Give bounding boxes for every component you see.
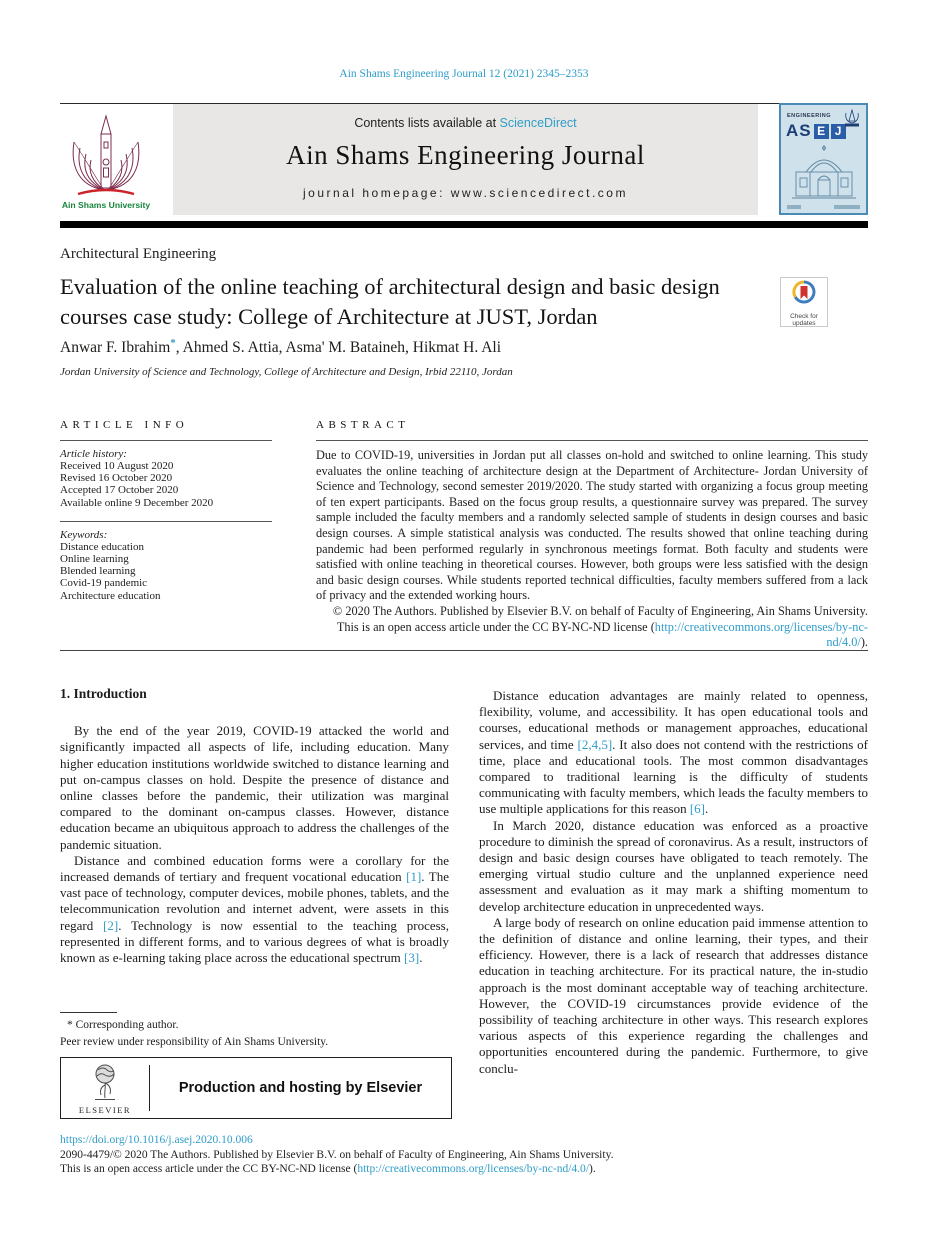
history-available: Available online 9 December 2020 bbox=[60, 496, 214, 509]
header-divider-bar bbox=[60, 221, 868, 228]
cover-barcode-mark bbox=[787, 205, 801, 209]
production-hosting-label: Production and hosting by Elsevier bbox=[178, 1080, 423, 1096]
doi-link[interactable]: https://doi.org/10.1016/j.asej.2020.10.006 bbox=[60, 1134, 253, 1146]
keyword-item: Architecture education bbox=[60, 589, 161, 602]
keyword-item: Online learning bbox=[60, 553, 129, 566]
section-heading-introduction: 1. Introduction bbox=[60, 686, 147, 701]
abstract-panel bbox=[316, 419, 868, 651]
check-for-updates-badge[interactable] bbox=[780, 277, 828, 327]
contents-prefix: Contents lists available at bbox=[354, 116, 497, 130]
article-history-label: Article history: bbox=[60, 448, 127, 460]
abstract-rule-top bbox=[316, 440, 868, 441]
paper-title: Evaluation of the online teaching of architectural design and basic design courses case study: College of Architecture at JUST, Jordan bbox=[60, 274, 720, 329]
university-caption-text: Ain Shams University bbox=[61, 200, 151, 210]
journal-homepage-link[interactable]: journal homepage: www.sciencedirect.com bbox=[303, 186, 628, 200]
publisher-box bbox=[60, 1057, 452, 1119]
check-for-updates-icon bbox=[789, 278, 819, 308]
cover-publisher-mark bbox=[834, 205, 860, 209]
university-emblem-icon bbox=[60, 110, 152, 214]
citation-link[interactable]: [6] bbox=[689, 801, 706, 817]
corresponding-author-footnote: * Corresponding author. bbox=[67, 1019, 179, 1031]
peer-review-footnote: Peer review under responsibility of Ain Shams University. bbox=[60, 1036, 329, 1048]
ain-shams-university-logo bbox=[60, 110, 152, 214]
authors-line bbox=[60, 337, 501, 357]
authors-rest: , Ahmed S. Attia, Asma' M. Bataineh, Hikmat H. Ali bbox=[175, 339, 502, 357]
footnote-rule bbox=[60, 1012, 117, 1013]
corresponding-author-mark[interactable]: * bbox=[170, 337, 176, 349]
journal-reference-line: Ain Shams Engineering Journal 12 (2021) 2345–2353 bbox=[339, 68, 589, 80]
license-link[interactable]: http://creativecommons.org/licenses/by-nc-nd/4.0/ bbox=[654, 619, 868, 650]
journal-banner bbox=[173, 104, 758, 215]
intro-paragraph: A large body of research on online education paid immense attention to the definition of distance and online learning, their types, and their efficiency. However, there is a lack of research that addresses distance education in teaching architecture. For its practical nature, the in-studio approach is the most dominant acceptable way of teaching architecture. However, the COVID-19 circumstances provide evidence of the possibility of teaching architecture in other ways. This research explores various aspects of this experience regarding the challenges and opportunities encountered during the pandemic. Furthermore, to give conclu- bbox=[479, 914, 868, 1076]
page-footer bbox=[60, 1133, 868, 1177]
affiliation-line: Jordan University of Science and Technology, College of Architecture and Design, Irbid 22110, Jordan bbox=[60, 366, 513, 378]
author-corresponding: Anwar F. Ibrahim bbox=[60, 339, 171, 357]
elsevier-tree-icon bbox=[83, 1062, 127, 1102]
sciencedirect-link[interactable]: ScienceDirect bbox=[499, 116, 577, 130]
check-badge-label-line1: Check for bbox=[790, 313, 818, 320]
keyword-item: Covid-19 pandemic bbox=[60, 577, 148, 590]
citation-link[interactable]: [2] bbox=[103, 917, 119, 933]
abstract-heading: ABSTRACT bbox=[316, 419, 410, 431]
journal-cover-thumbnail bbox=[779, 103, 868, 215]
cover-mini-emblem-icon bbox=[843, 109, 861, 129]
article-info-panel bbox=[60, 419, 272, 602]
intro-paragraph: Distance education advantages are mainly related to openness, flexibility, volume, and accessibility. It has open educational tools and courses, educational methods or management approaches, educational services, and time [2,4,5]. It also does not contend with the restrictions of time, place and educational tools. The most common disadvantages compared to traditional learning is the difficulty of students communicating with faculty members, which leads the faculty members to use multiple applications for this reason [6]. bbox=[479, 688, 868, 817]
cover-letter-j: J bbox=[831, 124, 846, 139]
cover-letters-as: AS bbox=[786, 121, 812, 140]
license-suffix: ). bbox=[860, 635, 868, 650]
history-revised: Revised 16 October 2020 bbox=[60, 472, 173, 485]
article-info-heading: ARTICLE INFO bbox=[60, 419, 189, 431]
footer-license-suffix: ). bbox=[588, 1163, 596, 1175]
issn-copyright-line: 2090-4479/© 2020 The Authors. Published by Elsevier B.V. on behalf of Faculty of Engineering, Ain Shams University. bbox=[60, 1148, 614, 1161]
elsevier-wordmark: ELSEVIER bbox=[78, 1104, 132, 1115]
keywords-label: Keywords: bbox=[60, 528, 108, 541]
check-badge-label-line2: updates bbox=[792, 320, 816, 327]
license-prefix: This is an open access article under the CC BY-NC-ND license ( bbox=[336, 619, 655, 634]
cover-building-drawing-icon bbox=[788, 144, 860, 200]
intro-paragraph: In March 2020, distance education was enforced as a proactive procedure to diminish the spread of coronavirus. As a result, instructors of design and basic design courses have obligated to teach remotely. The emerging virtual studio culture and the unplanned experience need assessment and evaluation as it may mark a shifting momentum to develop architecture education in unprecedented ways. bbox=[479, 817, 868, 914]
contents-line bbox=[173, 116, 758, 130]
citation-link[interactable]: [2,4,5] bbox=[577, 736, 613, 752]
cover-letter-e: E bbox=[814, 124, 829, 139]
abstract-copyright bbox=[316, 604, 868, 651]
footer-license-link[interactable]: http://creativecommons.org/licenses/by-nc-nd/4.0/ bbox=[357, 1163, 589, 1175]
body-right-column bbox=[479, 688, 868, 1077]
citation-link[interactable]: [3] bbox=[404, 950, 420, 966]
history-received: Received 10 August 2020 bbox=[60, 460, 174, 472]
citation-link[interactable]: [1] bbox=[406, 869, 422, 885]
keyword-item: Blended learning bbox=[60, 565, 136, 578]
abstract-text: Due to COVID-19, universities in Jordan put all classes on-hold and switched to online learning. This study evaluates the online teaching of architecture design at the Department of Architecture- Jordan University of Science and Technology, second semester 2019/2020. The study started with organizing a focus group meeting of ten expert participants. Based on the focus group results, a questionnaire survey was prepared. The survey sample included the faculty members and a randomly selected sample of students in design courses and basic design courses. A simple statistical analysis was conducted. The results showed that online teaching during pandemic had been performed regularly in synchronous meetings format. Both faculty and students were satisfied with online teaching in theoretical courses. However, both groups were less satisfied with the design and basic design courses. While students reported technical difficulties, faculty members suffered from a lack of privacy and the extended working hours. bbox=[316, 448, 868, 603]
article-category: Architectural Engineering bbox=[60, 246, 217, 262]
history-accepted: Accepted 17 October 2020 bbox=[60, 484, 179, 497]
cover-series-label: ENGINEERING bbox=[787, 113, 832, 119]
abstract-bottom-rule bbox=[60, 650, 868, 651]
article-info-rule-mid bbox=[60, 521, 272, 522]
intro-paragraph: Distance and combined education forms were a corollary for the increased demands of tertiary and frequent vocational education [1]. The vast pace of technology, computer devices, mobile phones, tablets, and the telecommunication revolution and internet advent, were assets in this regard [2]. Technology is now essential to the teaching process, represented in different forms, and to various degrees of what is broadly known as e-learning taking place across the educational spectrum [3]. bbox=[60, 852, 449, 966]
journal-title: Ain Shams Engineering Journal bbox=[286, 140, 645, 170]
copyright-line: © 2020 The Authors. Published by Elsevier B.V. on behalf of Faculty of Engineering, Ain Shams University. bbox=[332, 603, 868, 618]
body-left-column bbox=[60, 686, 449, 966]
elsevier-logo bbox=[61, 1062, 149, 1115]
intro-paragraph: By the end of the year 2019, COVID-19 attacked the world and significantly impacted all aspects of life, including education. Many higher education institutions worldwide switched to distance learning and put on-campus classes on hold. Despite the presence of distance and online classes before the pandemic, their utilization was marginal compared to the dominant on-campus classes. However, distance education became an ubiquitous approach to address the challenges of the pandemic situation. bbox=[60, 723, 449, 852]
article-info-rule-top bbox=[60, 440, 272, 441]
keyword-item: Distance education bbox=[60, 540, 144, 553]
cover-footer-marks bbox=[787, 205, 860, 209]
footer-license-prefix: This is an open access article under the CC BY-NC-ND license ( bbox=[60, 1163, 358, 1175]
